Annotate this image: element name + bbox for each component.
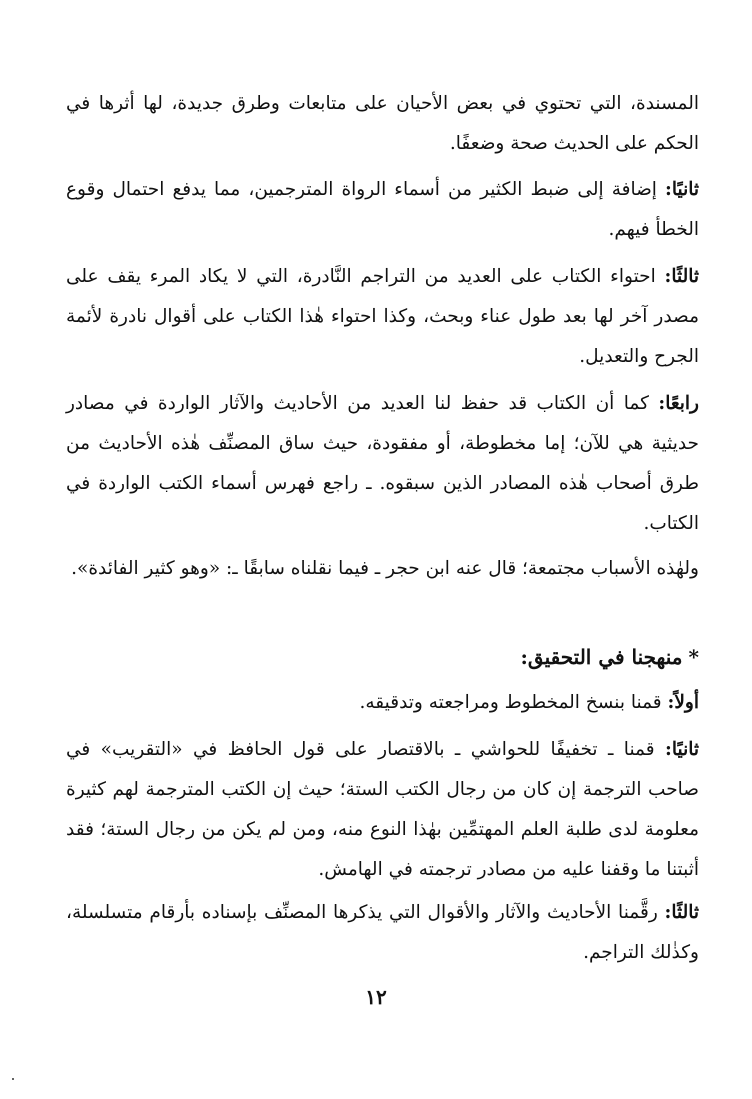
- paragraph-fourth: [66, 384, 699, 544]
- method-paragraph-second: [66, 730, 699, 890]
- method-paragraph-first: [66, 683, 699, 723]
- paragraph-fifth: [66, 549, 699, 589]
- scan-speck: [12, 1078, 14, 1080]
- paragraph-intro: [66, 84, 699, 164]
- paragraph-text: إضافة إلى ضبط الكثير من أسماء الرواة المترجمين، مما يدفع احتمال وقوع الخطأ فيهم.: [66, 179, 699, 240]
- paragraph-lead: رابعًا:: [658, 393, 699, 414]
- paragraph-text: كما أن الكتاب قد حفظ لنا العديد من الأحاديث والآثار الواردة في مصادر حديثية هي للآن؛ إما مخطوطة، أو مفقودة، حيث ساق المصنِّف هٰذه الأحاديث من طرق أصحاب هٰذه المصادر الذين سبقوه. ـ راجع فهرس أسماء الكتب الواردة في الكتاب.: [66, 393, 699, 534]
- paragraph-lead: ثانيًا:: [665, 739, 699, 760]
- section-heading: [66, 637, 699, 677]
- paragraph-text: رقَّمنا الأحاديث والآثار والأقوال التي يذكرها المصنِّف بإسناده بأرقام متسلسلة، وكذٰلك التراجم.: [66, 902, 699, 963]
- paragraph-third: [66, 257, 699, 377]
- paragraph-lead: ثانيًا:: [665, 179, 699, 200]
- paragraph-text: قمنا بنسخ المخطوط ومراجعته وتدقيقه.: [359, 692, 662, 713]
- paragraph-lead: ثالثًا:: [664, 902, 700, 923]
- star-icon: *: [688, 645, 699, 669]
- paragraph-text: قمنا ـ تخفيفًا للحواشي ـ بالاقتصار على قول الحافظ في «التقريب» في صاحب الترجمة إن كان من رجال الكتب الستة؛ حيث إن الكتب المترجمة لهم كثيرة معلومة لدى طلبة العلم المهتمِّين بهٰذا النوع منه، ومن لم يكن من رجال الستة؛ فقد أثبتنا ما وقفنا عليه من مصادر ترجمته في الهامش.: [66, 739, 699, 880]
- paragraph-text: ولهٰذه الأسباب مجتمعة؛ قال عنه ابن حجر ـ فيما نقلناه سابقًا ـ: «وهو كثير الفائدة».: [71, 558, 699, 579]
- paragraph-text: المسندة، التي تحتوي في بعض الأحيان على متابعات وطرق جديدة، لها أثرها في الحكم على الحديث صحة وضعفًا.: [66, 93, 699, 154]
- paragraph-lead: أولاً:: [667, 692, 699, 713]
- section-heading-text: منهجنا في التحقيق:: [520, 645, 683, 669]
- paragraph-text: احتواء الكتاب على العديد من التراجم النَّادرة، التي لا يكاد المرء يقف على مصدر آخر لها بعد طول عناء وبحث، وكذا احتواء هٰذا الكتاب على أقوال نادرة لأئمة الجرح والتعديل.: [66, 266, 699, 367]
- paragraph-second: [66, 170, 699, 250]
- method-paragraph-third: [66, 893, 699, 973]
- paragraph-lead: ثالثًا:: [664, 266, 699, 287]
- page-number: ١٢: [365, 985, 387, 1009]
